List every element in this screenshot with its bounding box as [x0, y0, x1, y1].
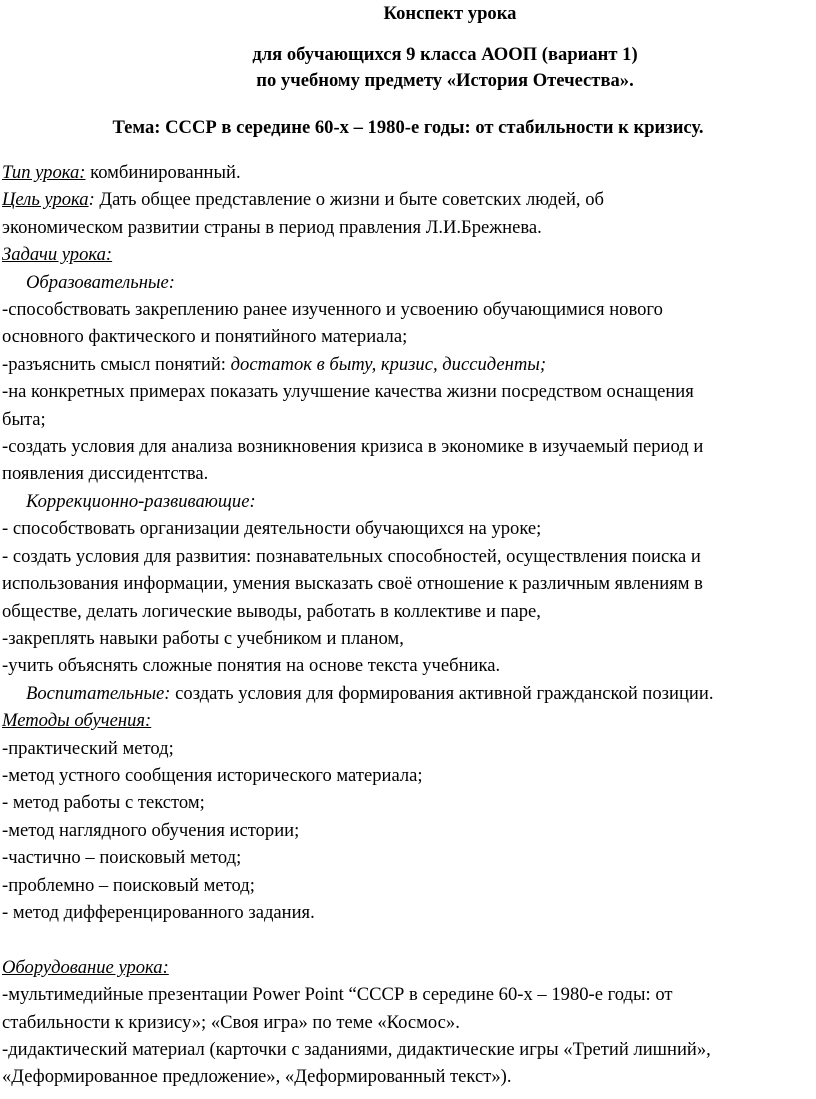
tasks-heading: [2, 241, 814, 268]
subtitle-line-2: по учебному предмету «История Отечества».: [256, 70, 634, 91]
list-item: -на конкретных примерах показать улучшение качества жизни посредством оснащения: [2, 381, 694, 403]
list-item: - метод дифференцированного задания.: [2, 901, 315, 923]
list-item: быта;: [2, 408, 46, 430]
educational-label: Образовательные:: [26, 271, 175, 293]
lesson-type-value: комбинированный.: [85, 162, 241, 183]
document-title: Конспект урока: [383, 3, 517, 24]
list-item: - создать условия для развития: познавательных способностей, осуществления поиска и: [2, 545, 701, 567]
correctional-label: Коррекционно-развивающие:: [26, 490, 256, 512]
methods-label: Методы обучения:: [2, 710, 152, 732]
lesson-goal-text: Дать общее представление о жизни и быте советских людей, об: [94, 189, 604, 211]
lesson-goal-line-2: экономическом развитии страны в период правления Л.И.Брежнева.: [2, 216, 542, 238]
spacer: [2, 926, 814, 953]
list-item: -учить объяснять сложные понятия на основе текста учебника.: [2, 655, 501, 677]
list-item: [2, 351, 814, 378]
tasks-label: Задачи урока:: [2, 244, 113, 266]
list-item: использования информации, умения высказать своё отношение к различным явлениям в: [2, 573, 703, 595]
lesson-type-label: Тип урока:: [2, 162, 86, 183]
list-item: -метод наглядного обучения истории;: [2, 819, 300, 841]
list-item: «Деформированное предложение», «Деформированный текст»).: [2, 1066, 512, 1088]
list-item: обществе, делать логические выводы, работать в коллективе и паре,: [2, 600, 541, 622]
subtitle-line-1: для обучающихся 9 класса АООП (вариант 1): [252, 44, 638, 65]
list-item: основного фактического и понятийного материала;: [2, 326, 408, 348]
upbringing-value: создать условия для формирования активной гражданской позиции.: [170, 682, 714, 704]
list-item: - способствовать организации деятельности обучающихся на уроке;: [2, 518, 542, 540]
list-item: -создать условия для анализа возникновения кризиса в экономике в изучаемый период и: [2, 436, 704, 458]
equipment-label: Оборудование урока:: [2, 956, 169, 978]
methods-heading: [2, 707, 814, 734]
upbringing-label: Воспитательные:: [26, 682, 171, 704]
list-item: -способствовать закреплению ранее изученного и усвоению обучающимися нового: [2, 299, 663, 321]
lesson-goal-colon: :: [88, 189, 95, 211]
list-item: -метод устного сообщения исторического материала;: [2, 764, 423, 786]
list-item: стабильности к кризису»; «Своя игра» по теме «Космос».: [2, 1011, 460, 1033]
equipment-heading: [2, 954, 814, 981]
list-item: - метод работы с текстом;: [2, 792, 205, 814]
list-item: -частично – поисковый метод;: [2, 847, 242, 869]
lesson-goal-line-1: [2, 186, 814, 213]
list-item: -мультимедийные презентации Power Point “СССР в середине 60-х – 1980-е годы: от: [2, 984, 673, 1006]
lesson-type: [2, 159, 814, 186]
list-item: -проблемно – поисковый метод;: [2, 874, 255, 896]
list-item: появления диссидентства.: [2, 463, 209, 485]
list-item: -дидактический материал (карточки с заданиями, дидактические игры «Третий лишний»,: [2, 1038, 711, 1060]
list-item: -закреплять навыки работы с учебником и планом,: [2, 627, 404, 649]
clarify-terms: достаток в быту, кризис, диссиденты;: [230, 353, 547, 375]
list-item: -практический метод;: [2, 737, 174, 759]
upbringing-line: [2, 680, 814, 707]
educational-heading: [2, 269, 814, 296]
lesson-theme: Тема: СССР в середине 60-х – 1980-е годы: от стабильности к кризису.: [112, 117, 704, 138]
clarify-prefix: -разъяснить смысл понятий:: [2, 353, 231, 375]
document-body: [2, 159, 814, 1091]
lesson-goal-label: Цель урока: [2, 189, 89, 211]
correctional-heading: [2, 488, 814, 515]
